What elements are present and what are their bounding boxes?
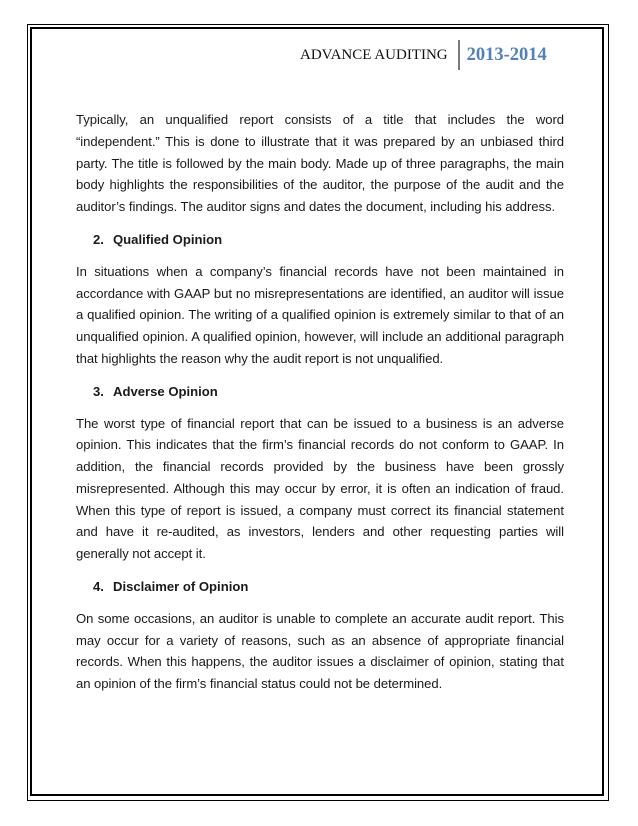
intro-paragraph: Typically, an unqualified report consists of a title that includes the word “independent.” This is done to illustrate that it was prepared by an unbiased third party. The title is followed by the main body. Made up of three paragraphs, the main body highlights the responsibilities of the auditor, the purpose of the audit and the auditor’s findings. The auditor signs and dates the document, including his address.: [76, 112, 564, 214]
header-year: 2013-2014: [466, 45, 547, 65]
section-heading-qualified-opinion: [93, 231, 564, 249]
page-header: [300, 40, 547, 70]
header-title: ADVANCE AUDITING: [300, 40, 460, 70]
section-heading-adverse-opinion: [93, 383, 564, 401]
section-number: 2.: [93, 231, 104, 247]
adverse-opinion-paragraph: The worst type of financial report that can be issued to a business is an adverse opinion. This indicates that the firm’s financial records do not conform to GAAP. In addition, the financial records provided by the business have been grossly misrepresented. Although this may occur by error, it is often an indication of fraud. When this type of report is issued, a company must correct its financial statement and have it re-audited, as investors, lenders and other requesting parties will generally not accept it.: [76, 415, 564, 561]
section-title: Adverse Opinion: [113, 383, 218, 399]
section-title: Disclaimer of Opinion: [113, 578, 249, 594]
qualified-opinion-paragraph: In situations when a company’s financial records have not been maintained in accordance with GAAP but no misrepresentations are identified, an auditor will issue a qualified opinion. The writing of a qualified opinion is extremely similar to that of an unqualified opinion. A qualified opinion, however, will include an additional paragraph that highlights the reason why the audit report is not unqualified.: [76, 263, 564, 366]
section-number: 4.: [93, 578, 104, 594]
section-number: 3.: [93, 383, 104, 399]
section-heading-disclaimer-of-opinion: [93, 578, 564, 596]
section-title: Qualified Opinion: [113, 231, 223, 247]
disclaimer-of-opinion-paragraph: On some occasions, an auditor is unable to complete an accurate audit report. This may occur for a variety of reasons, such as an absence of appropriate financial records. When this happens, the auditor issues a disclaimer of opinion, stating that an opinion of the firm’s financial status could not be determined.: [76, 610, 564, 691]
document-body: [76, 109, 564, 695]
